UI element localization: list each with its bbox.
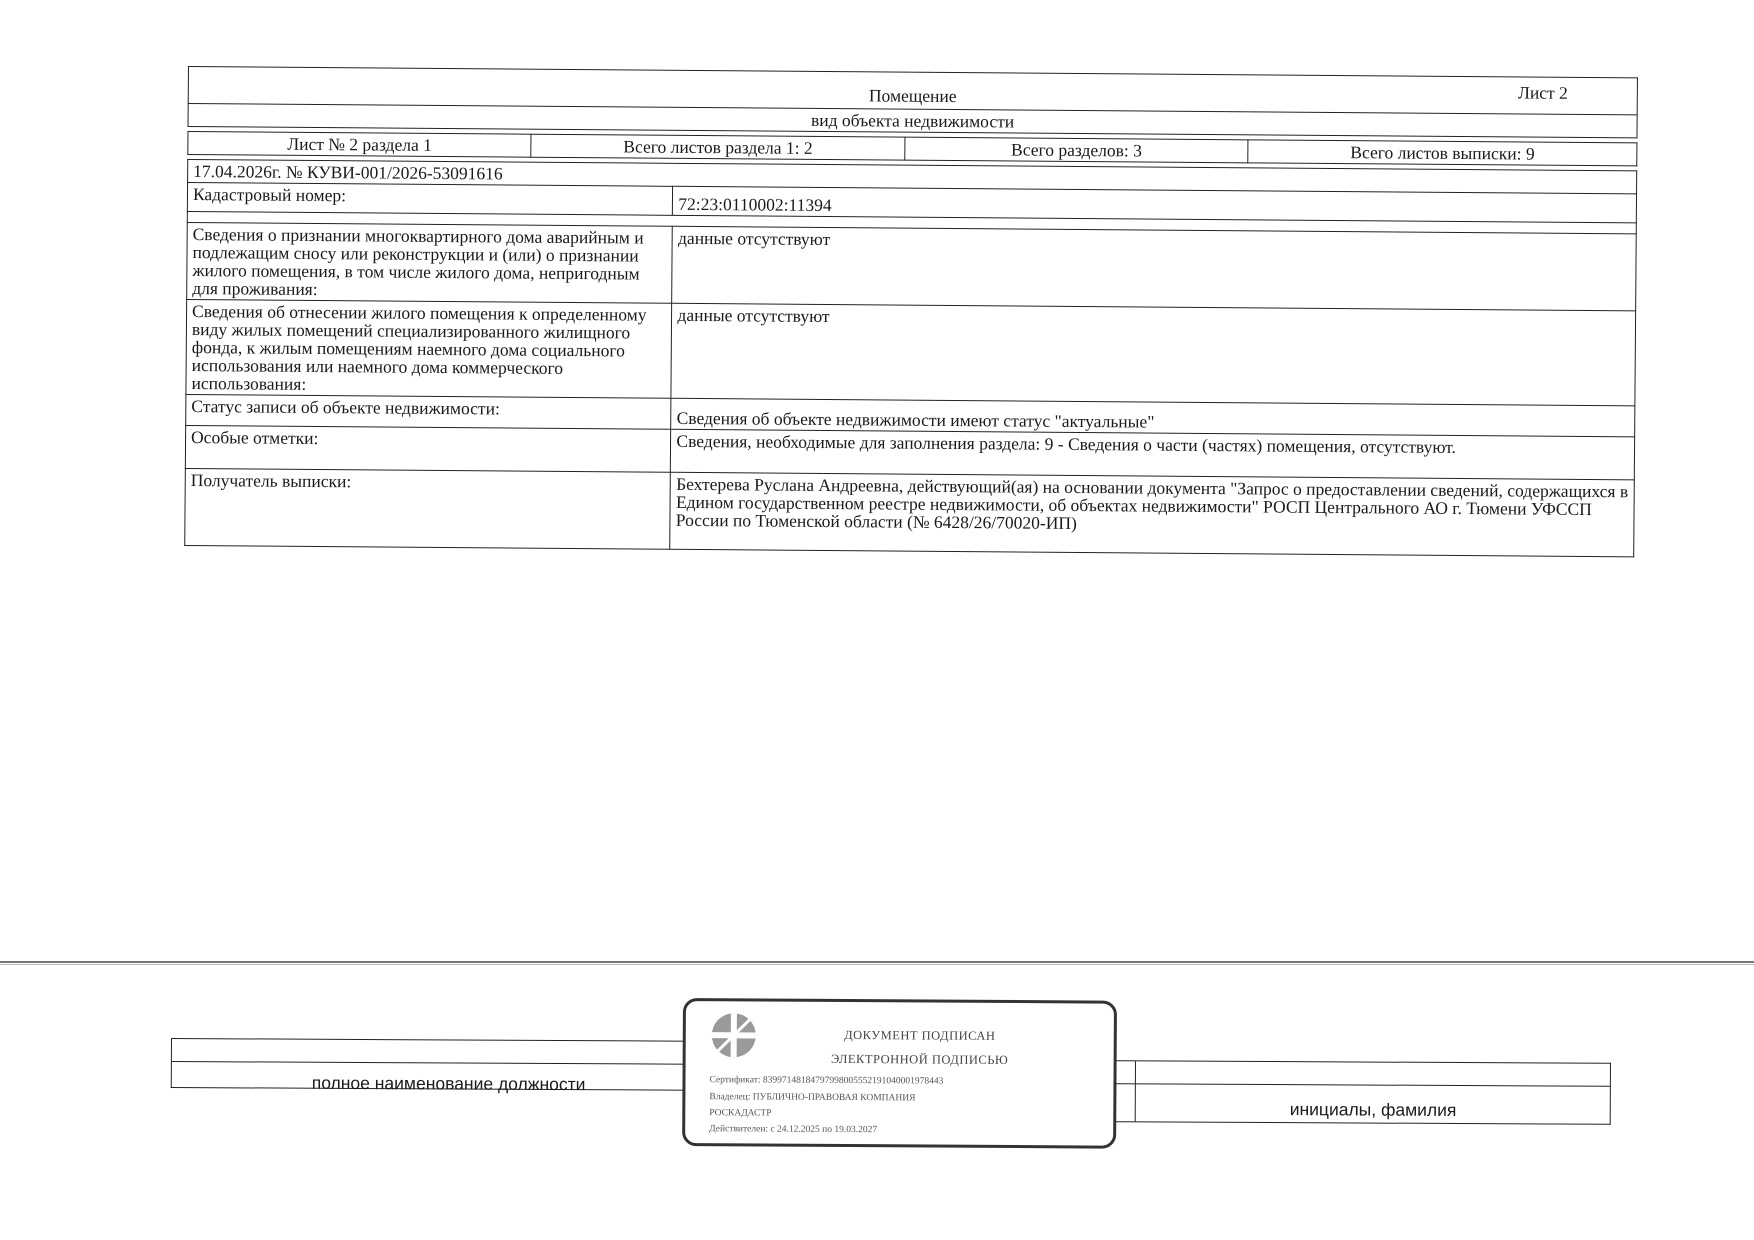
- status-value: Сведения об объекте недвижимости имеют статус "актуальные": [671, 398, 1635, 437]
- position-underline: [172, 1061, 712, 1065]
- status-label: Статус записи об объекте недвижимости:: [186, 394, 672, 429]
- stamp-title-line2: ЭЛЕКТРОННОЙ ПОДПИСЬЮ: [830, 1051, 1009, 1067]
- document-reference: 17.04.2026г. № КУВИ-001/2026-53091616: [188, 160, 1637, 194]
- cadastral-label: Кадастровый номер:: [187, 183, 673, 216]
- sheet-number: Лист 2: [1517, 82, 1568, 103]
- recipient-value: Бехтерева Руслана Андреевна, действующий(ая) на основании документа "Запрос о предоставлении сведений, содержащихся в Едином государственном реестре недвижимости, об объектах недвижимости" РОСП Центрального АО г. Тюмени УФССП России по Тюменской области (№ 6428/26/70020-ИП): [670, 472, 1634, 557]
- recipient-label: Получатель выписки:: [185, 468, 671, 549]
- stamp-owner-name: РОСКАДАСТР: [709, 1108, 772, 1119]
- object-type: Помещение: [188, 67, 1637, 115]
- special-marks-value: Сведения, необходимые для заполнения раздела: 9 - Сведения о части (частях) помещения, отсутствуют.: [671, 429, 1635, 480]
- object-type-caption: вид объекта недвижимости: [188, 104, 1637, 138]
- position-caption: полное наименование должности: [311, 1072, 586, 1095]
- cadastral-value: 72:23:0110002:11394: [673, 186, 1637, 223]
- housing-type-value: данные отсутствуют: [671, 303, 1635, 406]
- extract-table-block: [184, 66, 1638, 557]
- separator-line: [0, 961, 1754, 963]
- special-marks-label: Особые отметки:: [185, 425, 671, 472]
- electronic-signature-stamp: [682, 998, 1117, 1149]
- object-type-table: [188, 66, 1638, 138]
- name-field-divider: [1135, 1061, 1136, 1121]
- name-caption: инициалы, фамилия: [1289, 1099, 1457, 1120]
- total-sheets-extract: Всего листов выписки: 9: [1248, 140, 1637, 166]
- name-underline: [1075, 1083, 1610, 1087]
- emergency-value: данные отсутствуют: [672, 226, 1636, 311]
- stamp-validity: Действителен: с 24.12.2025 по 19.03.2027: [709, 1124, 878, 1136]
- object-header: [188, 66, 1638, 138]
- stamp-owner: Владелец: ПУБЛИЧНО-ПРАВОВАЯ КОМПАНИЯ: [709, 1092, 916, 1104]
- total-sections: Всего разделов: 3: [905, 137, 1249, 163]
- name-field: [1075, 1060, 1611, 1125]
- details-table: [184, 159, 1637, 557]
- sheet-of-section: Лист № 2 раздела 1: [188, 132, 532, 158]
- position-field: [171, 1038, 712, 1095]
- total-sheets-section: Всего листов раздела 1: 2: [531, 134, 905, 160]
- stamp-certificate: Сертификат: 83997148184797998005552191040001978443: [709, 1075, 944, 1087]
- housing-type-label: Сведения об отнесении жилого помещения к определенному виду жилых помещений специализированного жилищного фонда, к жилым помещениям наемного дома социального использования или наемного дома коммерческого использования:: [186, 299, 672, 398]
- stamp-title-line1: ДОКУМЕНТ ПОДПИСАН: [844, 1027, 996, 1043]
- separator-line-shadow: [0, 964, 1754, 965]
- emergency-label: Сведения о признании многоквартирного дома аварийным и подлежащим сносу или реконструкции и (или) о признании жилого помещения, в том числе жилого дома, непригодным для проживания:: [187, 222, 673, 303]
